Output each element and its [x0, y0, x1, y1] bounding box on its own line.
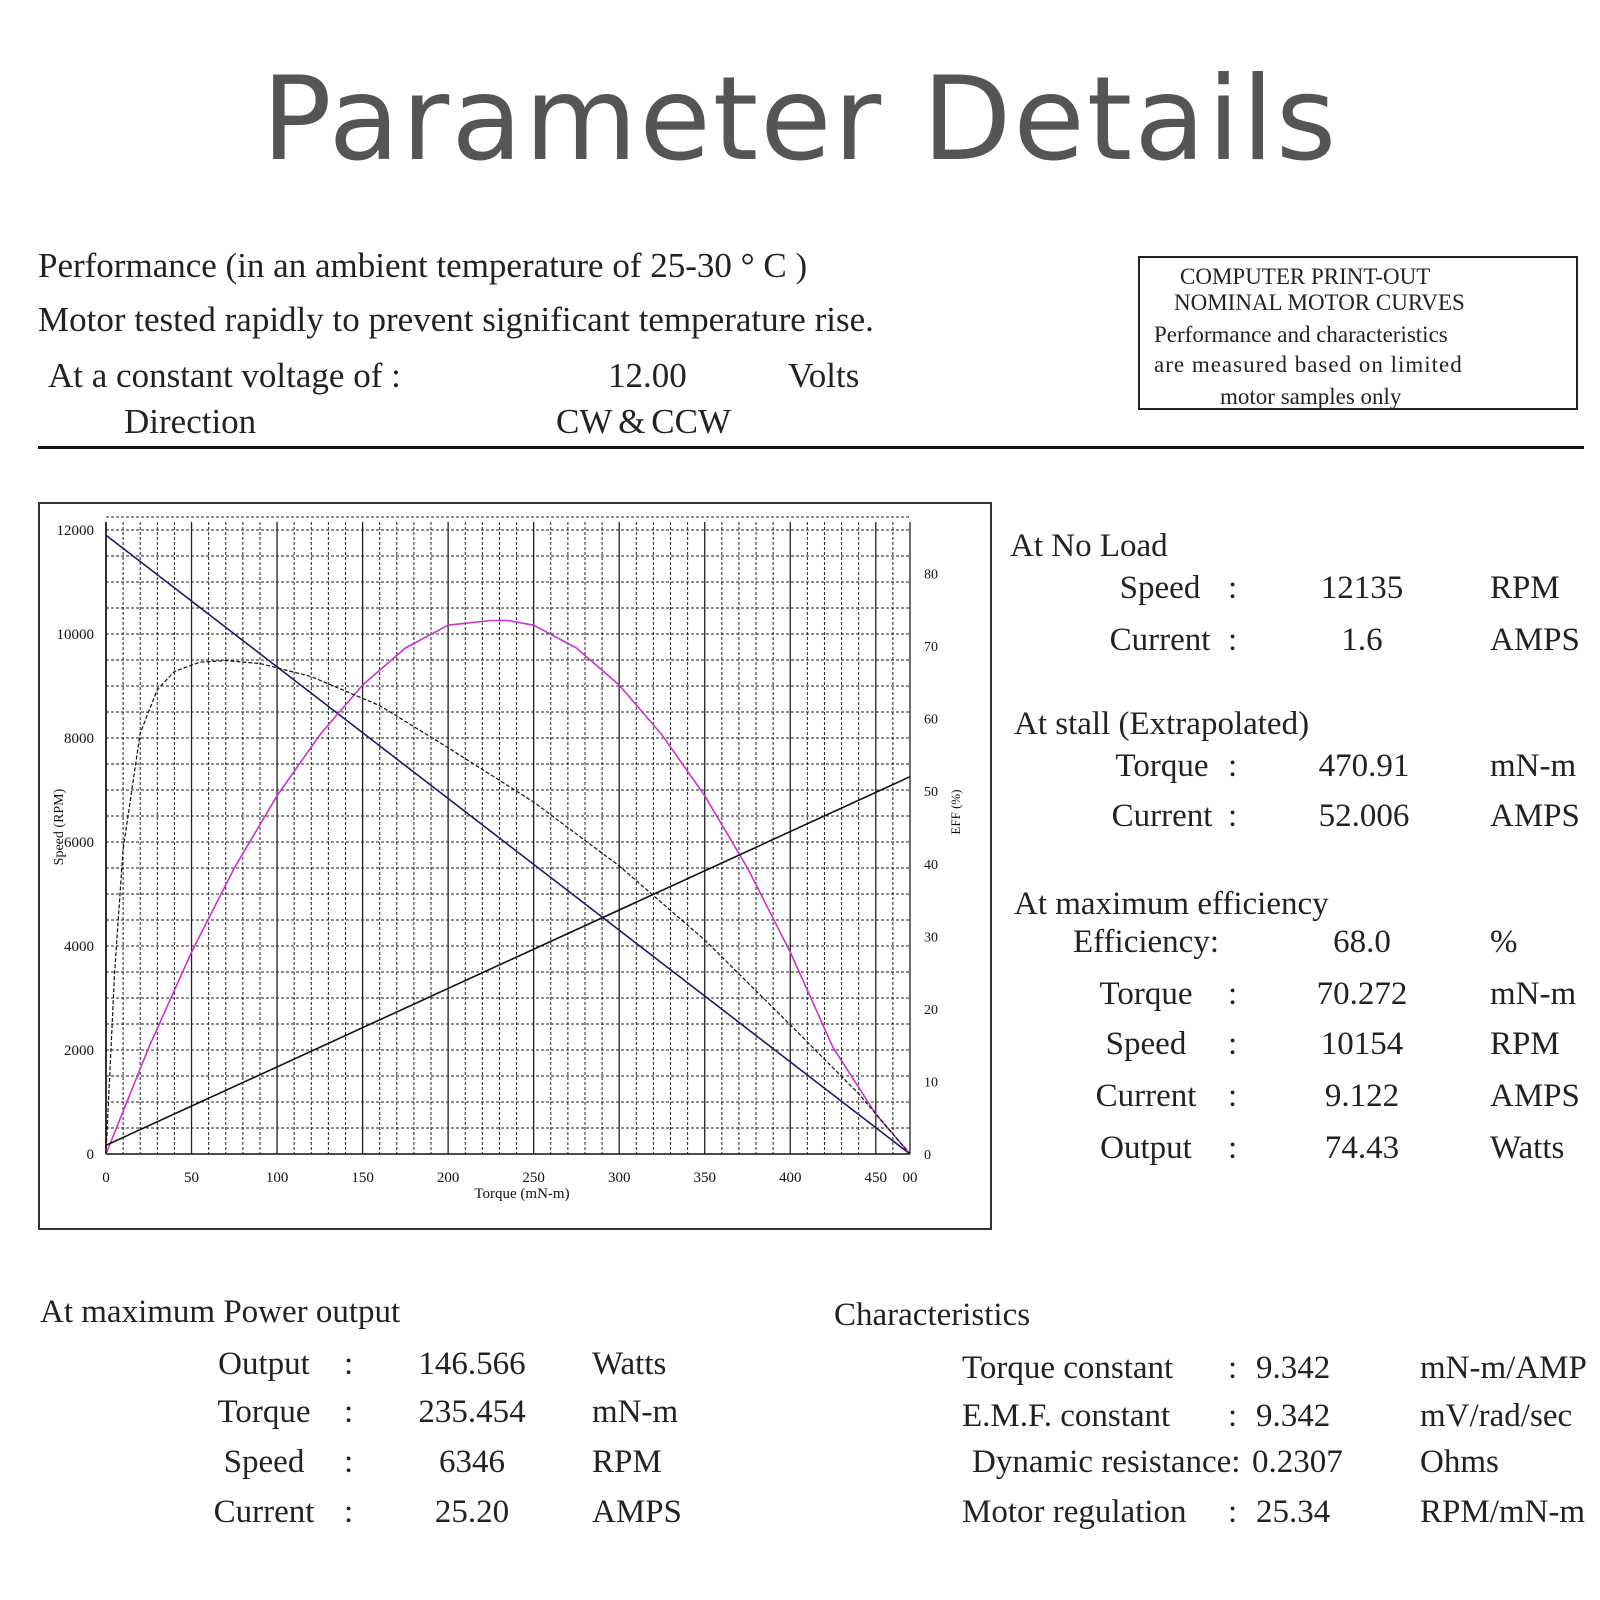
char-label: Dynamic resistance:: [972, 1444, 1241, 1480]
no-load-unit: AMPS: [1490, 622, 1580, 658]
y2-tick-label: 80: [924, 567, 938, 583]
char-unit: mN-m/AMP: [1420, 1350, 1587, 1386]
char-label: Torque constant: [962, 1350, 1174, 1386]
max-power-heading: At maximum Power output: [40, 1294, 401, 1330]
char-sep: :: [1228, 1350, 1238, 1386]
y2-tick-label: 50: [924, 785, 938, 801]
y-tick-label: 12000: [56, 523, 94, 539]
x-tick-label: 400: [779, 1170, 802, 1186]
x-tick-label: 250: [522, 1170, 545, 1186]
maxeff-sep: :: [1228, 1130, 1238, 1166]
y-tick-label: 8000: [64, 731, 94, 747]
x-tick-label: 50: [184, 1170, 200, 1186]
maxeff-label: Output: [1100, 1130, 1192, 1166]
char-sep: :: [1228, 1398, 1238, 1434]
maxeff-value: 68.0: [1333, 924, 1391, 960]
stall-sep: :: [1228, 798, 1238, 834]
no-load-label: Speed: [1119, 570, 1201, 606]
y2-axis-label: EFF (%): [948, 789, 963, 835]
x-tick-label: 450: [864, 1170, 888, 1186]
printout-notice-box: [1138, 256, 1578, 410]
stall-label: Current: [1111, 798, 1213, 834]
printout-line-3: Performance and characteristics: [1154, 322, 1448, 347]
x-tick-label: 300: [607, 1170, 631, 1186]
y2-tick-label: 70: [924, 640, 938, 656]
direction-value: CW & CCW: [556, 402, 731, 441]
no-load-value: 12135: [1320, 570, 1404, 606]
page-title: Parameter Details: [261, 52, 1339, 187]
maxeff-unit: mN-m: [1490, 976, 1577, 1012]
char-label: E.M.F. constant: [962, 1398, 1171, 1434]
y-axis-label: Speed (RPM): [52, 788, 67, 866]
printout-line-5: motor samples only: [1220, 384, 1402, 409]
no-load-heading: At No Load: [1010, 528, 1168, 564]
y2-tick-label: 60: [924, 712, 938, 728]
series-line-current: [106, 777, 910, 1146]
maxpow-label: Torque: [217, 1394, 311, 1430]
maxeff-unit: RPM: [1490, 1026, 1560, 1062]
maxeff-label: Current: [1095, 1078, 1197, 1114]
characteristics-heading: Characteristics: [834, 1297, 1031, 1333]
y2-tick-label: 30: [924, 930, 938, 946]
x-tick-label: 150: [351, 1170, 374, 1186]
stall-value: 470.91: [1318, 748, 1410, 784]
maxeff-value: 10154: [1320, 1026, 1404, 1062]
voltage-value: 12.00: [608, 356, 687, 395]
header-divider: [38, 446, 1584, 449]
maxpow-sep: :: [344, 1494, 354, 1530]
maxeff-sep: :: [1228, 976, 1238, 1012]
x-tick-label: 100: [265, 1170, 289, 1186]
y-tick-label: 6000: [64, 835, 94, 851]
direction-label: Direction: [124, 402, 257, 441]
series-line-efficiency: [106, 661, 910, 1154]
maxpow-unit: Watts: [592, 1346, 667, 1382]
printout-line-2: NOMINAL MOTOR CURVES: [1174, 290, 1465, 315]
y2-tick-label: 10: [924, 1075, 938, 1091]
no-load-value: 1.6: [1341, 622, 1383, 658]
x-tick-label: 00: [902, 1170, 918, 1186]
stall-sep: :: [1228, 748, 1238, 784]
maxpow-unit: mN-m: [592, 1394, 679, 1430]
stall-unit: mN-m: [1490, 748, 1577, 784]
maxeff-value: 9.122: [1324, 1078, 1400, 1114]
series-line-speed: [106, 535, 910, 1154]
char-unit: Ohms: [1420, 1444, 1499, 1480]
char-label: Motor regulation: [962, 1494, 1187, 1530]
maxpow-value: 146.566: [418, 1346, 526, 1382]
y-tick-label: 0: [86, 1147, 94, 1163]
x-tick-label: 350: [693, 1170, 716, 1186]
char-unit: mV/rad/sec: [1420, 1398, 1573, 1434]
y2-tick-label: 20: [924, 1002, 938, 1018]
maxpow-sep: :: [344, 1346, 354, 1382]
printout-line-4: are measured based on limited: [1154, 352, 1463, 377]
maxeff-label: Speed: [1105, 1026, 1187, 1062]
maxpow-unit: AMPS: [592, 1494, 682, 1530]
y-tick-label: 2000: [64, 1043, 94, 1059]
test-note: Motor tested rapidly to prevent significant temperature rise.: [38, 300, 874, 339]
maxpow-label: Speed: [223, 1444, 305, 1480]
y2-tick-label: 40: [924, 857, 938, 873]
maxpow-value: 235.454: [418, 1394, 526, 1430]
max-efficiency-heading: At maximum efficiency: [1014, 886, 1329, 922]
y2-tick-label: 0: [924, 1148, 931, 1163]
maxeff-sep: :: [1228, 1078, 1238, 1114]
y-tick-label: 4000: [64, 939, 94, 955]
maxeff-value: 74.43: [1324, 1130, 1400, 1166]
char-value: 0.2307: [1252, 1444, 1343, 1480]
maxeff-sep: :: [1228, 1026, 1238, 1062]
y-tick-label: 10000: [56, 627, 94, 643]
voltage-unit: Volts: [788, 356, 860, 395]
char-value: 9.342: [1256, 1398, 1331, 1434]
stall-label: Torque: [1115, 748, 1209, 784]
x-axis-label: Torque (mN-m): [474, 1186, 570, 1202]
char-sep: :: [1228, 1494, 1238, 1530]
no-load-sep: :: [1228, 570, 1238, 606]
voltage-label: At a constant voltage of :: [48, 356, 401, 395]
no-load-unit: RPM: [1490, 570, 1560, 606]
maxeff-unit: %: [1490, 924, 1518, 960]
x-tick-label: 0: [102, 1170, 110, 1186]
series-line-power: [106, 621, 910, 1155]
maxeff-unit: Watts: [1490, 1130, 1565, 1166]
maxpow-sep: :: [344, 1394, 354, 1430]
maxeff-label: Torque: [1099, 976, 1193, 1012]
maxeff-label: Efficiency:: [1073, 924, 1219, 960]
no-load-sep: :: [1228, 622, 1238, 658]
char-value: 25.34: [1256, 1494, 1331, 1530]
motor-curve-chart: [38, 502, 992, 1230]
printout-line-1: COMPUTER PRINT-OUT: [1180, 264, 1431, 289]
maxeff-unit: AMPS: [1490, 1078, 1580, 1114]
maxpow-label: Current: [213, 1494, 315, 1530]
char-unit: RPM/mN-m: [1420, 1494, 1586, 1530]
performance-conditions: Performance (in an ambient temperature of 25-30 ° C ): [38, 246, 808, 285]
maxpow-sep: :: [344, 1444, 354, 1480]
maxpow-value: 6346: [439, 1444, 505, 1480]
maxpow-value: 25.20: [434, 1494, 510, 1530]
char-value: 9.342: [1256, 1350, 1331, 1386]
stall-value: 52.006: [1318, 798, 1410, 834]
stall-unit: AMPS: [1490, 798, 1580, 834]
maxpow-label: Output: [218, 1346, 310, 1382]
x-tick-label: 200: [436, 1170, 460, 1186]
no-load-label: Current: [1109, 622, 1211, 658]
stall-heading: At stall (Extrapolated): [1014, 706, 1310, 742]
maxpow-unit: RPM: [592, 1444, 662, 1480]
maxeff-value: 70.272: [1316, 976, 1408, 1012]
